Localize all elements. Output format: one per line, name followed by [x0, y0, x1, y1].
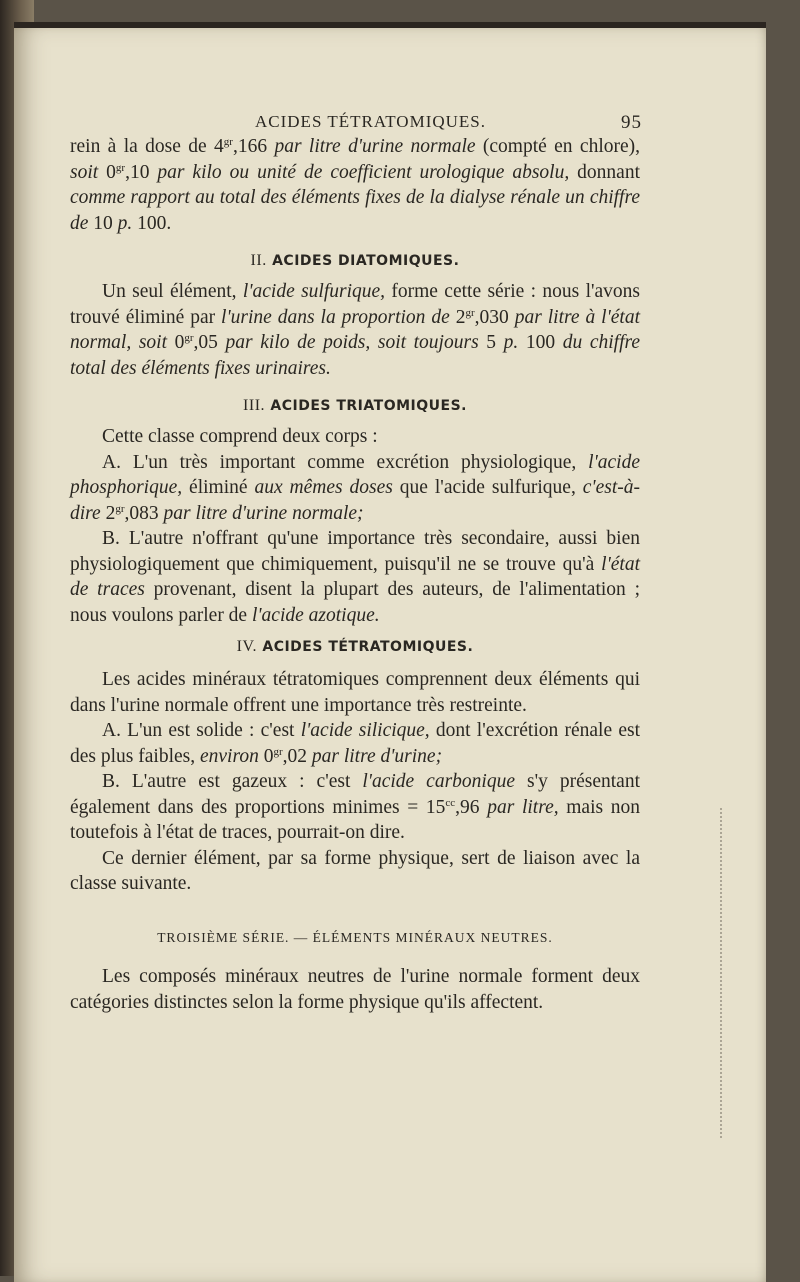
paragraph-classe: Cette classe comprend deux corps :	[102, 426, 378, 447]
paragraph-neutres: Les composés minéraux neutres de l'urine normale forment deux catégories distinctes selon la forme physique qu'ils affectent.	[70, 966, 640, 1013]
page-text	[70, 100, 640, 1015]
paragraph-azotique: B. L'autre n'offrant qu'une importance très secondaire, aussi bien physiologiquement que chimiquement, puisqu'il ne se trouve qu'à l'état de traces provenant, disent la plupart des auteurs, de l'alimentation ; nous voulons parler de l'acide azotique.	[70, 528, 640, 626]
section-heading-triatomiques: III. ACIDES TRIATOMIQUES.	[243, 397, 467, 414]
section-heading-diatomiques: II. ACIDES DIATOMIQUES.	[250, 252, 460, 269]
page-number: 95	[621, 112, 642, 133]
running-header	[70, 100, 642, 133]
page-edge-marks	[714, 808, 722, 1138]
running-title: ACIDES TÉTRATOMIQUES.	[255, 112, 486, 131]
section-heading-tetratomiques: IV. ACIDES TÉTRATOMIQUES.	[236, 638, 474, 655]
paragraph-tetratomiques: Les acides minéraux tétratomiques comprennent deux éléments qui dans l'urine normale offrent une importance très restreinte.	[70, 669, 640, 716]
paragraph-sulfurique: Un seul élément, l'acide sulfurique, forme cette série : nous l'avons trouvé éliminé par l'urine dans la proportion de $2^{gr},030$ par litre à l'état normal, soit $0^{gr},05$ par kilo de poids, soit toujours 5 p. 100 du chiffre total des éléments fixes urinaires.	[70, 281, 641, 379]
paragraph-continuation: rein à la dose de $4^{gr},166$ par litre d'urine normale (compté en chlore), soit $0^{gr},10$ par kilo ou unité de coefficient urologique absolu, donnant comme rapport au total des éléments fixes de la dialyse rénale un chiffre de 10 p. 100.	[70, 136, 641, 234]
series-heading: TROISIÈME SÉRIE. — ÉLÉMENTS MINÉRAUX NEUTRES.	[157, 929, 553, 945]
paragraph-silicique: A. L'un est solide : c'est l'acide silicique, dont l'excrétion rénale est des plus faibles, environ $0^{gr},02$ par litre d'urine;	[70, 720, 640, 767]
paragraph-liaison: Ce dernier élément, par sa forme physique, sert de liaison avec la classe suivante.	[70, 847, 640, 894]
paragraph-carbonique: B. L'autre est gazeux : c'est l'acide carbonique s'y présentant également dans des proportions minimes = $15^{cc},96$ par litre, mais non toutefois à l'état de traces, pourrait-on dire.	[70, 771, 641, 843]
paragraph-phosphorique: A. L'un très important comme excrétion physiologique, l'acide phosphorique, éliminé aux mêmes doses que l'acide sulfurique, c'est-à-dire $2^{gr},083$ par litre d'urine normale;	[70, 451, 640, 524]
